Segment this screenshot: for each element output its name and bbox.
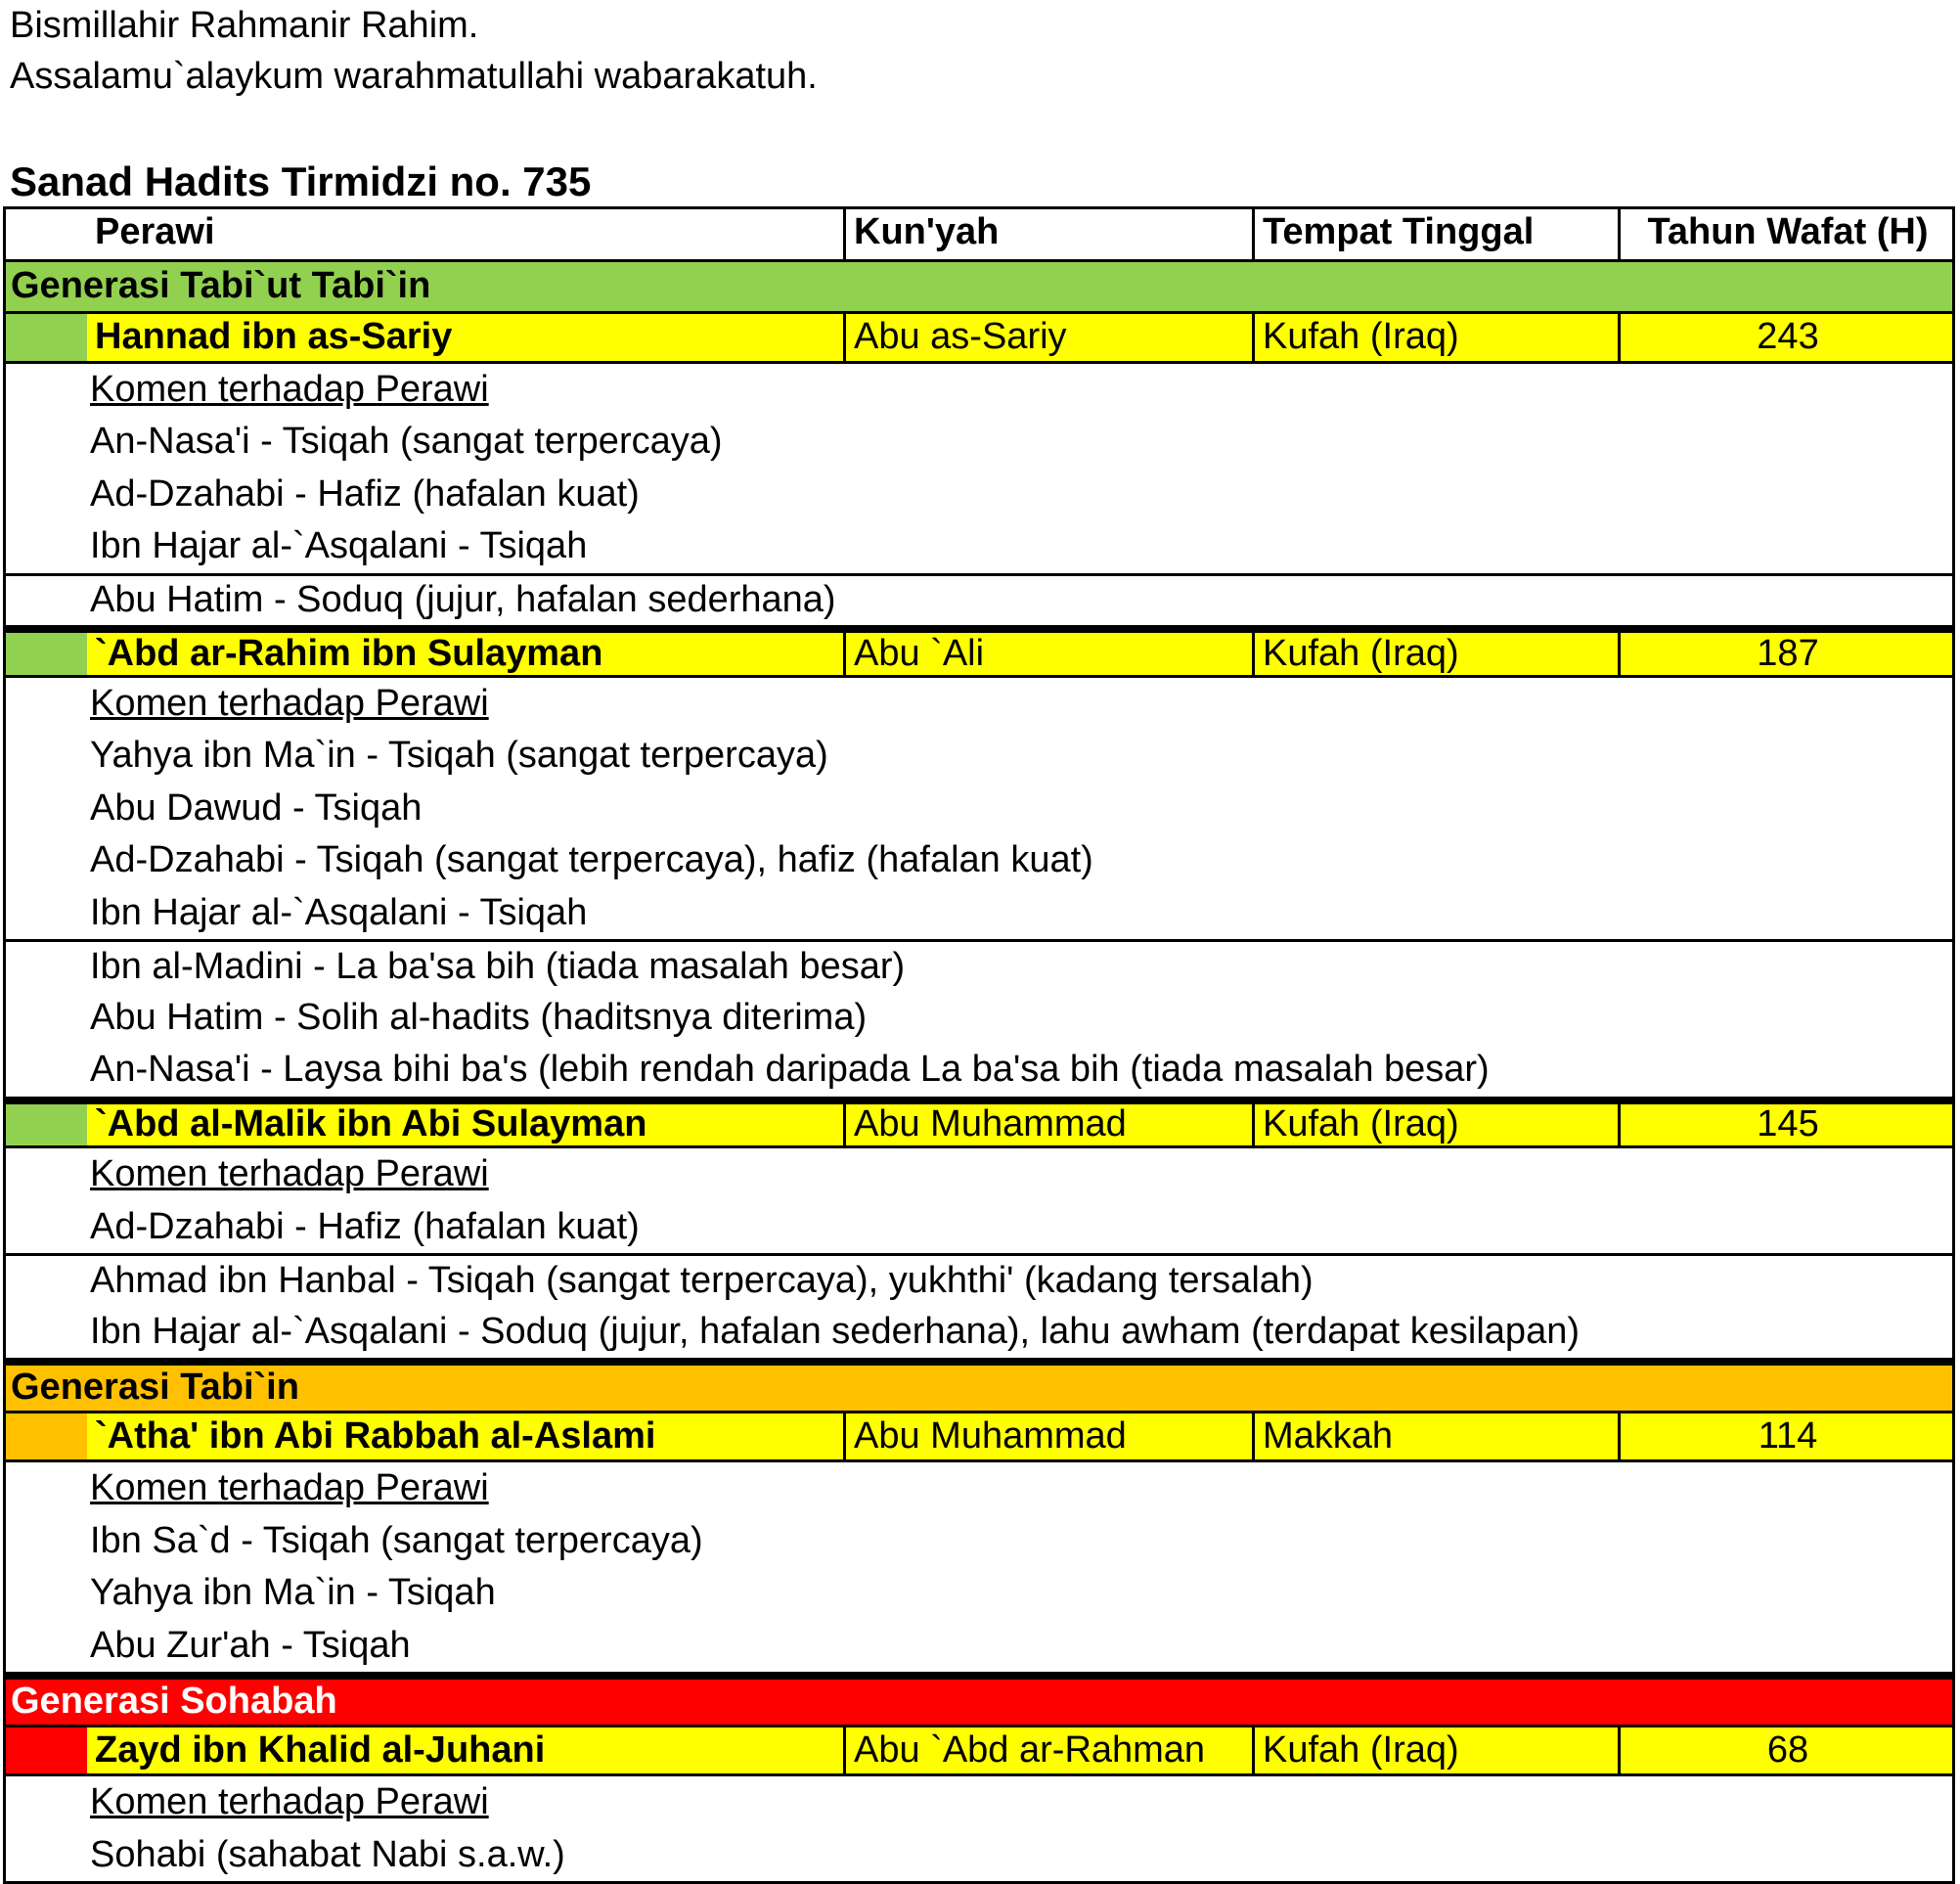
comment-line: Ibn al-Madini - La ba'sa bih (tiada masalah besar) — [3, 939, 1955, 992]
komen-label-row — [3, 1148, 1955, 1201]
comment-line: An-Nasa'i - Laysa bihi ba's (lebih rendah daripada La ba'sa bih (tiada masalah besar) — [90, 1049, 1490, 1091]
comment-line: Ibn Hajar al-`Asqalani - Tsiqah — [90, 525, 588, 567]
comment-line: Ibn Hajar al-`Asqalani - Tsiqah — [90, 891, 588, 933]
narrator-death-year: 187 — [1618, 633, 1955, 675]
comment-line: Ad-Dzahabi - Hafiz (hafalan kuat) — [90, 472, 640, 515]
comment-line: Ad-Dzahabi - Hafiz (hafalan kuat) — [90, 1205, 640, 1247]
narrator-kunyah: Abu `Abd ar-Rahman — [843, 1727, 1252, 1774]
comment-line: An-Nasa'i - Tsiqah (sangat terpercaya) — [90, 421, 723, 463]
comment-line: Sohabi (sahabat Nabi s.a.w.) — [90, 1833, 565, 1875]
narrator-residence: Kufah (Iraq) — [1252, 314, 1618, 361]
narrator-kunyah: Abu Muhammad — [843, 1104, 1252, 1146]
narrator-row — [3, 625, 1955, 678]
narrator-death-year: 68 — [1618, 1727, 1955, 1774]
narrator-death-year: 145 — [1618, 1104, 1955, 1146]
generation-color-swatch — [3, 1727, 87, 1774]
comment-line: Ahmad ibn Hanbal - Tsiqah (sangat terpercaya), yukhthi' (kadang tersalah) — [3, 1253, 1955, 1306]
generation-color-swatch — [3, 314, 87, 361]
komen-label: Komen terhadap Perawi — [90, 1781, 489, 1823]
komen-label: Komen terhadap Perawi — [90, 1467, 489, 1509]
komen-label-row — [3, 678, 1955, 731]
narrator-name: Zayd ibn Khalid al-Juhani — [95, 1728, 546, 1771]
narrator-death-year: 114 — [1618, 1413, 1955, 1460]
narrator-death-year: 243 — [1618, 314, 1955, 361]
narrator-residence: Kufah (Iraq) — [1252, 1727, 1618, 1774]
comment-line: Abu Dawud - Tsiqah — [90, 786, 423, 829]
comment-line: Abu Hatim - Soduq (jujur, hafalan sederhana) — [3, 573, 1955, 626]
column-header-tahun-wafat: Tahun Wafat (H) — [1618, 206, 1955, 259]
narrator-kunyah: Abu as-Sariy — [843, 314, 1252, 361]
page-title: Sanad Hadits Tirmidzi no. 735 — [10, 158, 592, 204]
column-header-tempat-tinggal: Tempat Tinggal — [1252, 206, 1618, 259]
narrator-kunyah: Abu `Ali — [843, 633, 1252, 675]
narrator-row — [3, 1411, 1955, 1463]
narrator-residence: Kufah (Iraq) — [1252, 1104, 1618, 1146]
generation-header: Generasi Tabi`in — [3, 1358, 1955, 1411]
komen-label-row — [3, 364, 1955, 417]
narrator-residence: Makkah — [1252, 1413, 1618, 1460]
comment-line: Ibn Sa`d - Tsiqah (sangat terpercaya) — [90, 1519, 703, 1561]
komen-label: Komen terhadap Perawi — [90, 368, 489, 410]
comment-line: Ibn Hajar al-`Asqalani - Soduq (jujur, hafalan sederhana), lahu awham (terdapat kesilapan) — [90, 1310, 1580, 1352]
comment-line: Ad-Dzahabi - Tsiqah (sangat terpercaya), hafiz (hafalan kuat) — [90, 839, 1093, 881]
table-header-row — [3, 206, 1955, 259]
generation-header: Generasi Sohabah — [3, 1672, 1955, 1725]
generation-header: Generasi Tabi`ut Tabi`in — [3, 259, 1955, 312]
comment-line: Abu Hatim - Solih al-hadits (haditsnya diterima) — [90, 996, 868, 1038]
column-header-perawi: Perawi — [95, 211, 215, 253]
comment-line: Yahya ibn Ma`in - Tsiqah — [90, 1572, 496, 1614]
narrator-kunyah: Abu Muhammad — [843, 1413, 1252, 1460]
comment-line: Yahya ibn Ma`in - Tsiqah (sangat terpercaya) — [90, 735, 828, 777]
komen-label-row — [3, 1776, 1955, 1829]
komen-label: Komen terhadap Perawi — [90, 1153, 489, 1195]
generation-color-swatch — [3, 1413, 87, 1460]
narrator-name: Hannad ibn as-Sariy — [95, 316, 453, 358]
narrator-row — [3, 1725, 1955, 1777]
sanad-table — [3, 206, 1955, 1881]
greeting-line-1: Bismillahir Rahmanir Rahim. — [10, 5, 479, 46]
greeting-line-2: Assalamu`alaykum warahmatullahi wabarakatuh. — [10, 56, 818, 97]
komen-label-row — [3, 1462, 1955, 1515]
generation-color-swatch — [3, 1104, 87, 1146]
narrator-name: `Abd al-Malik ibn Abi Sulayman — [95, 1103, 647, 1145]
narrator-name: `Atha' ibn Abi Rabbah al-Aslami — [95, 1414, 656, 1457]
column-header-kunyah: Kun'yah — [843, 206, 1252, 259]
komen-label: Komen terhadap Perawi — [90, 682, 489, 724]
narrator-row — [3, 311, 1955, 364]
narrator-row — [3, 1097, 1955, 1149]
comment-line: Abu Zur'ah - Tsiqah — [90, 1624, 411, 1666]
narrator-residence: Kufah (Iraq) — [1252, 633, 1618, 675]
generation-color-swatch — [3, 633, 87, 675]
narrator-name: `Abd ar-Rahim ibn Sulayman — [95, 632, 603, 674]
